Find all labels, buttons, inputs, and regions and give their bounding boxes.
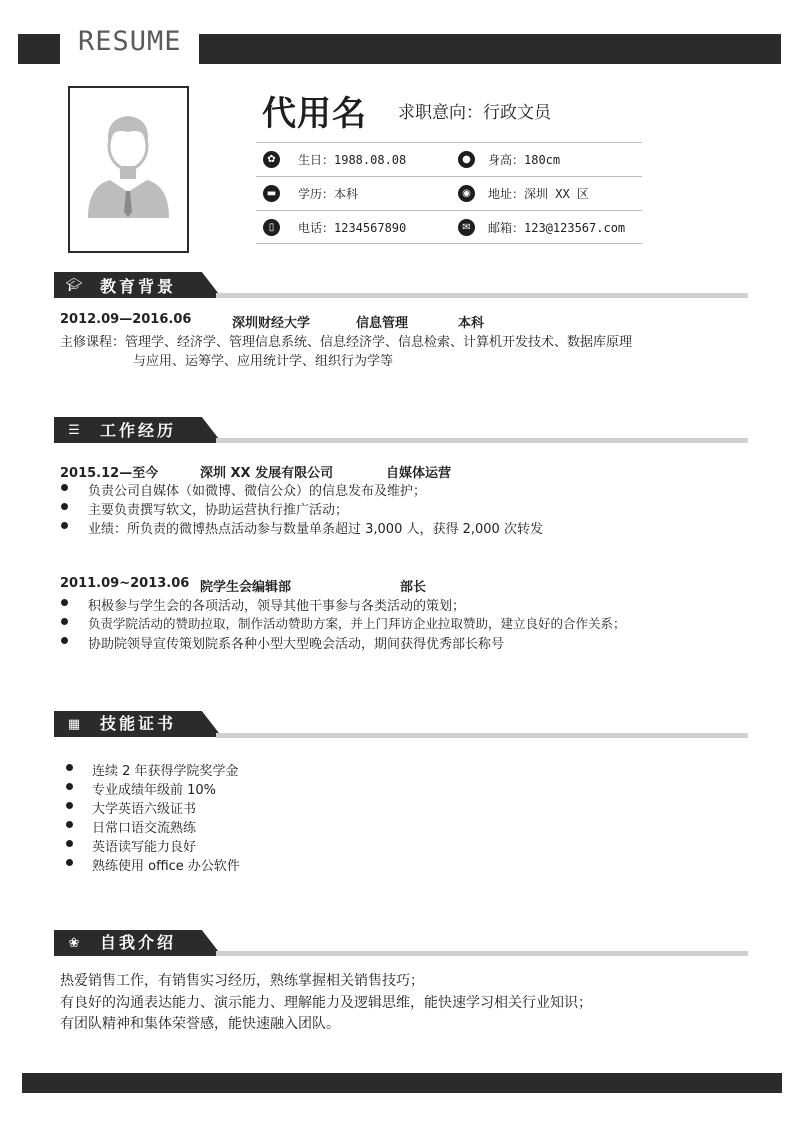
job-intent-value: 行政文员 — [483, 103, 551, 123]
info-divider — [256, 142, 642, 143]
bullet — [61, 522, 68, 529]
section-divider — [216, 438, 748, 443]
list-icon: ☰ — [68, 422, 80, 438]
intro-line: 有良好的沟通表达能力、演示能力、理解能力及逻辑思维，能快速学习相关行业知识； — [60, 995, 592, 1011]
section-title-work: 工作经历 — [100, 421, 177, 440]
info-divider — [256, 176, 642, 177]
profile-photo — [68, 86, 189, 253]
section-title-education: 教育背景 — [100, 277, 177, 296]
bullet — [66, 821, 73, 828]
education-courses: 主修课程：管理学、经济学、管理信息系统、信息经济学、信息检索、计算机开发技术、数据库原理 — [60, 335, 633, 350]
skill-item: 英语读写能力良好 — [92, 840, 197, 855]
education-school: 深圳财经大学 — [232, 316, 311, 331]
bullet — [66, 859, 73, 866]
section-divider — [216, 951, 748, 956]
header-bar-left — [18, 34, 60, 64]
info-divider — [256, 243, 642, 244]
location-pin-icon: ◉ — [458, 185, 475, 202]
skill-item: 连续 2 年获得学院奖学金 — [92, 764, 239, 779]
education-major: 信息管理 — [356, 316, 409, 331]
work-company: 院学生会编辑部 — [200, 580, 292, 595]
skill-item: 专业成绩年级前 10% — [92, 783, 217, 798]
info-education: 学历：本科 — [298, 187, 359, 201]
info-divider — [256, 210, 642, 211]
work-company: 深圳 XX 发展有限公司 — [200, 466, 334, 481]
education-period: 2012.09—2016.06 — [60, 312, 192, 327]
bullet — [61, 484, 68, 491]
info-birth: 生日：1988.08.08 — [298, 153, 407, 167]
skill-item: 大学英语六级证书 — [92, 802, 197, 817]
work-item: 负责学院活动的赞助拉取，制作活动赞助方案，并上门拜访企业拉取赞助，建立良好的合作关系； — [88, 616, 626, 631]
section-title-intro: 自我介绍 — [100, 933, 177, 952]
section-divider — [216, 733, 748, 738]
work-item: 主要负责撰写软文，协助运营执行推广活动； — [88, 503, 349, 518]
info-address: 地址：深圳 XX 区 — [488, 187, 589, 201]
work-item: 协助院领导宣传策划院系各种小型大型晚会活动，期间获得优秀部长称号 — [88, 637, 505, 652]
header-bar-right — [199, 34, 781, 64]
work-item: 业绩：所负责的微博热点活动参与数量单条超过 3,000 人，获得 2,000 次转发 — [88, 522, 543, 537]
bullet — [66, 802, 73, 809]
bullet — [66, 764, 73, 771]
candidate-name: 代用名 — [262, 94, 367, 134]
bullet — [61, 637, 68, 644]
section-divider — [216, 293, 748, 298]
education-degree: 本科 — [458, 316, 485, 331]
birthday-icon: ✿ — [263, 151, 280, 168]
info-phone: 电话：1234567890 — [298, 221, 407, 235]
education-courses-cont: 与应用、运筹学、应用统计学、组织行为学等 — [133, 354, 394, 369]
bullet — [61, 503, 68, 510]
skill-item: 日常口语交流熟练 — [92, 821, 197, 836]
education-icon: ▬ — [263, 185, 280, 202]
graduation-cap-icon: 🎓︎ — [65, 277, 83, 293]
intro-line: 有团队精神和集体荣誉感，能快速融入团队。 — [60, 1016, 340, 1032]
job-intent-label: 求职意向： — [398, 103, 483, 123]
height-icon: ● — [458, 151, 475, 168]
intro-line: 热爱销售工作，有销售实习经历，熟练掌握相关销售技巧； — [60, 973, 424, 989]
skill-item: 熟练使用 office 办公软件 — [92, 859, 240, 874]
bullet — [66, 783, 73, 790]
info-height: 身高：180cm — [488, 153, 561, 167]
email-icon: ✉ — [458, 219, 475, 236]
bullet — [61, 599, 68, 606]
phone-icon: ▯ — [263, 219, 280, 236]
section-title-skills: 技能证书 — [100, 714, 177, 733]
work-role: 自媒体运营 — [386, 466, 452, 481]
footer-bar — [22, 1073, 782, 1093]
grid-icon: ▦ — [67, 716, 81, 732]
work-role: 部长 — [400, 580, 427, 595]
work-period: 2015.12—至今 — [60, 466, 159, 481]
person-avatar-icon — [70, 88, 187, 251]
job-intent — [398, 98, 551, 123]
info-email: 邮箱：123@123567.com — [488, 221, 626, 235]
work-item: 负责公司自媒体（如微博、微信公众）的信息发布及维护； — [88, 484, 427, 499]
bullet — [66, 840, 73, 847]
work-item: 积极参与学生会的各项活动，领导其他干事参与各类活动的策划； — [88, 599, 466, 614]
flower-icon: ❀ — [68, 935, 80, 951]
bullet — [61, 618, 68, 625]
work-period: 2011.09~2013.06 — [60, 576, 190, 591]
resume-title: RESUME — [78, 26, 182, 57]
